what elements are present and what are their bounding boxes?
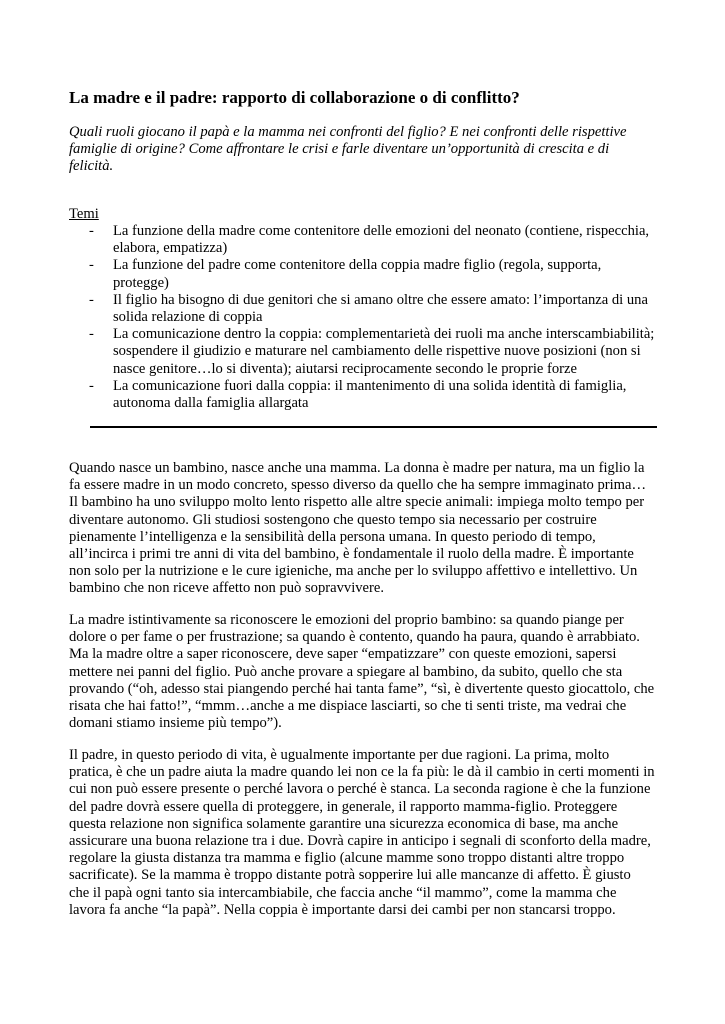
paragraph-line: del padre dovrà essere quella di proteggere, in generale, il rapporto mamma-figlio. Proteggere <box>69 798 618 815</box>
paragraph-line: non solo per la nutrizione e le cure igieniche, ma anche per lo sviluppo affettivo e intellettivo. Un <box>69 563 638 580</box>
temi-item-line: autonoma dalla famiglia allargata <box>113 395 309 412</box>
bullet-dash: - <box>89 377 94 394</box>
bullet-dash: - <box>89 223 94 239</box>
paragraph-line: Ma la madre oltre a saper riconoscere, deve saper “empatizzare” con queste emozioni, sapersi <box>69 646 617 663</box>
temi-list-item <box>69 326 669 378</box>
temi-list-item <box>69 223 669 257</box>
temi-item-line: solida relazione di coppia <box>113 309 263 326</box>
temi-list-item <box>69 257 669 291</box>
paragraph-line: assicurare una buona relazione tra i due. Dovrà capire in anticipo i segnali di sconforto della madre, <box>69 833 651 850</box>
bullet-dash: - <box>89 326 94 343</box>
temi-item-line: protegge) <box>113 274 169 291</box>
temi-heading: Temi <box>69 206 99 222</box>
temi-list <box>69 223 669 412</box>
temi-item-line: nasce genitore…lo si diventa); aiutarsi reciprocamente secondo le proprie forze <box>113 360 577 377</box>
temi-item-line: sospendere il giudizio e maturare nel cambiamento delle rispettive nuove posizioni (non si <box>113 343 641 360</box>
paragraph-line: mettere nei panni del figlio. Può anche provare a spiegare al bambino, da subito, quello che sta <box>69 663 623 680</box>
paragraph-line: Il bambino ha uno sviluppo molto lento rispetto alle altre specie animali: impiega molto tempo per <box>69 494 645 511</box>
subtitle-line: Quali ruoli giocano il papà e la mamma nei confronti del figlio? E nei confronti delle rispettive <box>69 124 627 140</box>
body-paragraph <box>69 747 669 919</box>
bullet-dash: - <box>89 257 94 274</box>
paragraph-line: bambino che non riceve affetto non può sopravvivere. <box>69 580 385 597</box>
paragraph-line: lavora fa anche “la papà”. Nella coppia è importante darsi dei cambi per non stancarsi troppo. <box>69 901 616 918</box>
temi-item-line: Il figlio ha bisogno di due genitori che si amano oltre che essere amato: l’importanza di una <box>113 291 648 308</box>
section-divider <box>90 426 657 428</box>
document-title: La madre e il padre: rapporto di collaborazione o di conflitto? <box>69 88 520 107</box>
temi-item-line: La comunicazione dentro la coppia: complementarietà dei ruoli ma anche interscambiabilità; <box>113 326 655 343</box>
paragraph-line: pratica, è che un padre aiuta la madre quando lei non ce la fa più: le dà il cambio in certi momenti in <box>69 764 655 781</box>
paragraph-line: sacrificate). Se la mamma è troppo distante potrà sopperire lui alle mancanze di affetto. È giusto <box>69 867 631 884</box>
temi-list-item <box>69 292 669 326</box>
paragraph-line: questa relazione non significa solamente garantire una sicurezza economica di base, ma anche <box>69 815 619 832</box>
temi-item-line: La comunicazione fuori dalla coppia: il mantenimento di una solida identità di famiglia, <box>113 377 627 394</box>
body-paragraph <box>69 460 669 598</box>
temi-list-item <box>69 378 669 412</box>
document-subtitle <box>69 124 649 175</box>
paragraph-line: dolore o per fame o per frustrazione; sa quando è contento, quando ha paura, quando è arrabbiato. <box>69 629 640 646</box>
paragraph-line: che il papà ogni tanto sia intercambiabile, che faccia anche “il mammo”, come la mamma che <box>69 884 617 901</box>
paragraph-line: diventare autonomo. Gli studiosi sostengono che questo tempo sia necessario per costruire <box>69 511 597 528</box>
paragraph-line: cui non può essere presente o perché lavora o perché è stanca. La seconda ragione è che la funzione <box>69 781 651 798</box>
paragraph-line: Quando nasce un bambino, nasce anche una mamma. La donna è madre per natura, ma un figlio la <box>69 460 645 476</box>
paragraph-line: fa essere madre in un modo concreto, spesso diverso da quello che ha sempre immaginato prima… <box>69 477 647 494</box>
temi-item-line: elabora, empatizza) <box>113 240 228 257</box>
subtitle-line: felicità. <box>69 158 114 174</box>
temi-item-line: La funzione della madre come contenitore delle emozioni del neonato (contiene, rispecchia, <box>113 223 650 239</box>
paragraph-line: domani stiamo insieme più tempo”). <box>69 715 282 732</box>
body-paragraph <box>69 612 669 732</box>
paragraph-line: pienamente l’intelligenza e la sensibilità della persona umana. In questo periodo di tempo, <box>69 528 596 545</box>
temi-item-line: La funzione del padre come contenitore della coppia madre figlio (regola, supporta, <box>113 257 602 274</box>
bullet-dash: - <box>89 291 94 308</box>
paragraph-line: La madre istintivamente sa riconoscere le emozioni del proprio bambino: sa quando piange per <box>69 612 624 628</box>
paragraph-line: all’incirca i primi tre anni di vita del bambino, è fondamentale il ruolo della madre. È importante <box>69 546 634 563</box>
paragraph-line: risata che hai fatto!”, “mmm…anche a me dispiace lasciarti, so che ti senti triste, ma vedrai che <box>69 698 627 715</box>
paragraph-line: Il padre, in questo periodo di vita, è ugualmente importante per due ragioni. La prima, molto <box>69 747 610 763</box>
paragraph-line: provando (“oh, adesso stai piangendo perché hai tanta fame”, “sì, è divertente questo giocattolo, che <box>69 680 655 697</box>
subtitle-line: famiglie di origine? Come affrontare le crisi e farle diventare un’opportunità di crescita e di <box>69 141 610 157</box>
paragraph-line: regolare la giusta distanza tra mamma e figlio (alcune mamme sono troppo distanti altre troppo <box>69 850 625 867</box>
